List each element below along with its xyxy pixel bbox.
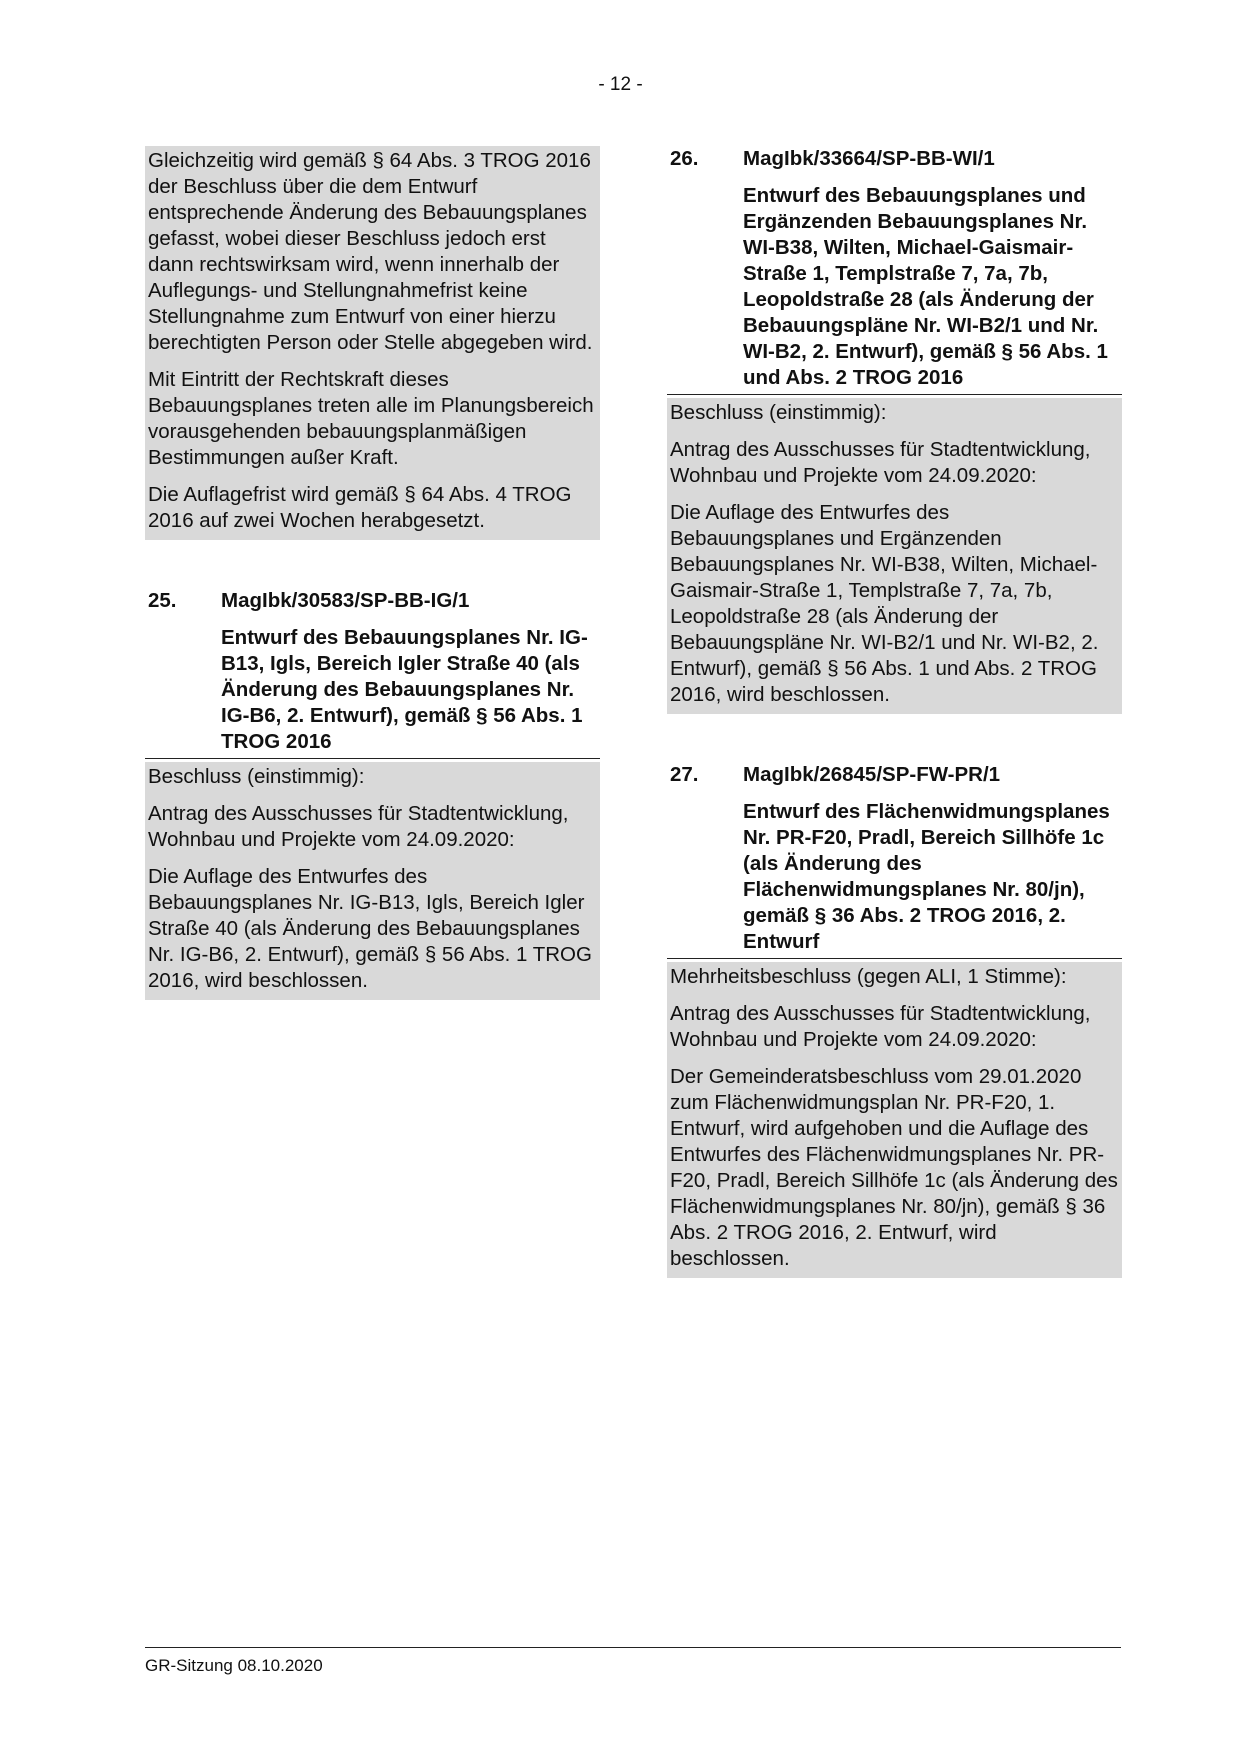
- item-number: 27.: [670, 763, 699, 786]
- agenda-item-26: [667, 146, 1122, 714]
- right-column: [667, 146, 1122, 1278]
- item-number: 25.: [148, 589, 177, 612]
- item-title: Entwurf des Bebauungsplanes Nr. IG-B13, Igls, Bereich Igler Straße 40 (als Änderung des Bebauungsplanes Nr. IG-B6, 2. Entwurf), gemäß § 56 Abs. 1 TROG 2016: [145, 625, 600, 759]
- agenda-item-25: [145, 588, 600, 1000]
- item-reference: MagIbk/33664/SP-BB-WI/1: [743, 147, 995, 170]
- resolution-type: Mehrheitsbeschluss (gegen ALI, 1 Stimme):: [670, 965, 1067, 988]
- item-reference: MagIbk/26845/SP-FW-PR/1: [743, 763, 1001, 786]
- motion-text: Antrag des Ausschusses für Stadtentwicklung, Wohnbau und Projekte vom 24.09.2020:: [670, 1002, 1091, 1051]
- item-header: [667, 146, 1122, 172]
- page-footer: GR-Sitzung 08.10.2020: [145, 1647, 1121, 1676]
- left-column: [145, 146, 600, 1000]
- item-header: [145, 588, 600, 614]
- item-title: Entwurf des Bebauungsplanes und Ergänzenden Bebauungsplanes Nr. WI-B38, Wilten, Michael-Gaismair-Straße 1, Templstraße 7, 7a, 7b, Leopoldstraße 28 (als Änderung der Bebauungspläne Nr. WI-B2/1 und Nr. WI-B2, 2. Entwurf), gemäß § 56 Abs. 1 und Abs. 2 TROG 2016: [667, 183, 1122, 395]
- page-number: - 12 -: [598, 74, 643, 95]
- continuation-paragraph: Mit Eintritt der Rechtskraft dieses Bebauungsplanes treten alle im Planungsbereich vorausgehenden bebauungsplanmäßigen Bestimmungen außer Kraft.: [148, 368, 594, 469]
- resolution-type: Beschluss (einstimmig):: [148, 765, 365, 788]
- motion-text: Antrag des Ausschusses für Stadtentwicklung, Wohnbau und Projekte vom 24.09.2020:: [670, 438, 1091, 487]
- continuation-block: [145, 146, 600, 540]
- item-resolution-block: [667, 962, 1122, 1278]
- item-resolution-block: [145, 762, 600, 1000]
- continuation-paragraph: Gleichzeitig wird gemäß § 64 Abs. 3 TROG 2016 der Beschluss über die dem Entwurf entsprechende Änderung des Bebauungsplanes gefasst, wobei dieser Beschluss jedoch erst dann rechtswirksam wird, wenn innerhalb der Auflegungs- und Stellungnahmefrist keine Stellungnahme zum Entwurf von einer hierzu berechtigten Person oder Stelle abgegeben wird.: [148, 149, 593, 354]
- motion-text: Antrag des Ausschusses für Stadtentwicklung, Wohnbau und Projekte vom 24.09.2020:: [148, 802, 569, 851]
- decision-text: Die Auflage des Entwurfes des Bebauungsplanes Nr. IG-B13, Igls, Bereich Igler Straße 40 (als Änderung des Bebauungsplanes Nr. IG-B6, 2. Entwurf), gemäß § 56 Abs. 1 TROG 2016, wird beschlossen.: [148, 865, 592, 992]
- decision-text: Der Gemeinderatsbeschluss vom 29.01.2020 zum Flächenwidmungsplan Nr. PR-F20, 1. Entwurf, wird aufgehoben und die Auflage des Entwurfes des Flächenwidmungsplanes Nr. PR-F20, Pradl, Bereich Sillhöfe 1c (als Änderung des Flächenwidmungsplanes Nr. 80/jn), gemäß § 36 Abs. 2 TROG 2016, 2. Entwurf, wird beschlossen.: [670, 1065, 1118, 1270]
- decision-text: Die Auflage des Entwurfes des Bebauungsplanes und Ergänzenden Bebauungsplanes Nr. WI-B38, Wilten, Michael-Gaismair-Straße 1, Templstraße 7, 7a, 7b, Leopoldstraße 28 (als Änderung der Bebauungspläne Nr. WI-B2/1 und Nr. WI-B2, 2. Entwurf), gemäß § 56 Abs. 1 und Abs. 2 TROG 2016, wird beschlossen.: [670, 501, 1099, 706]
- resolution-type: Beschluss (einstimmig):: [670, 401, 887, 424]
- item-resolution-block: [667, 398, 1122, 714]
- item-header: [667, 762, 1122, 788]
- agenda-item-27: [667, 762, 1122, 1278]
- item-reference: MagIbk/30583/SP-BB-IG/1: [221, 589, 470, 612]
- item-number: 26.: [670, 147, 699, 170]
- continuation-paragraph: Die Auflagefrist wird gemäß § 64 Abs. 4 TROG 2016 auf zwei Wochen herabgesetzt.: [148, 483, 572, 532]
- item-title: Entwurf des Flächenwidmungsplanes Nr. PR-F20, Pradl, Bereich Sillhöfe 1c (als Änderung des Flächenwidmungsplanes Nr. 80/jn), gemäß § 36 Abs. 2 TROG 2016, 2. Entwurf: [667, 799, 1122, 959]
